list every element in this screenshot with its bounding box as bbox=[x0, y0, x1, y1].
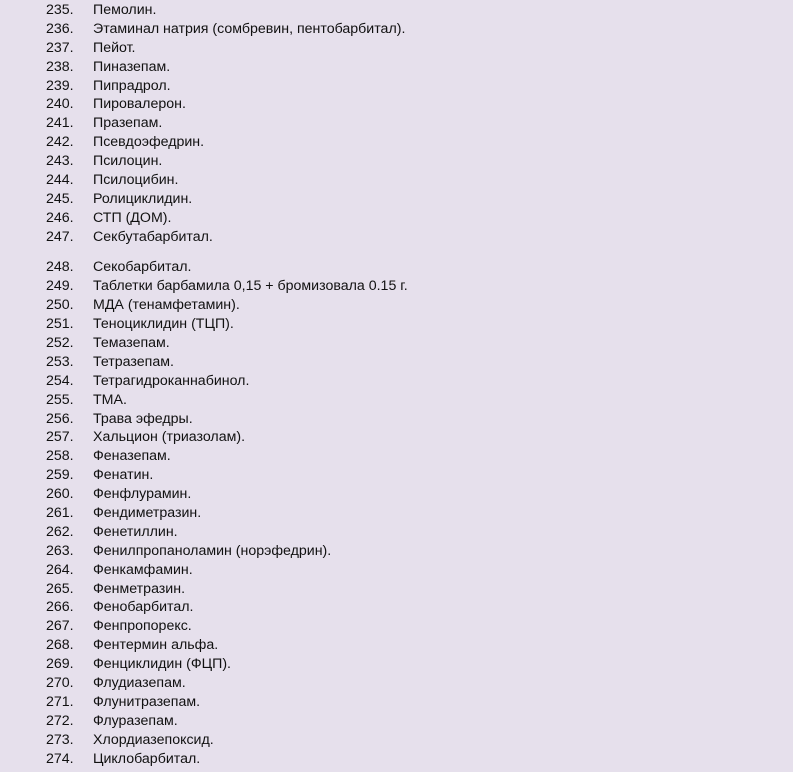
item-text: Секбутабарбитал. bbox=[93, 228, 213, 245]
item-text: СТП (ДОМ). bbox=[93, 209, 172, 226]
item-number: 238. bbox=[46, 58, 74, 75]
item-text: Фенобарбитал. bbox=[93, 599, 194, 616]
item-text: Псевдоэфедрин. bbox=[93, 134, 205, 151]
item-number: 243. bbox=[46, 153, 74, 170]
list-item bbox=[0, 561, 793, 580]
list-item bbox=[0, 655, 793, 674]
item-number: 247. bbox=[46, 228, 74, 245]
item-number: 267. bbox=[46, 618, 74, 635]
item-text: Фенметразин. bbox=[93, 580, 186, 597]
list-item bbox=[0, 693, 793, 712]
item-number: 274. bbox=[46, 750, 74, 767]
item-text: Фендиметразин. bbox=[93, 504, 202, 521]
list-item bbox=[0, 674, 793, 693]
list-item bbox=[0, 617, 793, 636]
item-number: 256. bbox=[46, 410, 74, 427]
list-item bbox=[0, 353, 793, 372]
item-number: 244. bbox=[46, 172, 74, 189]
list-item bbox=[0, 504, 793, 523]
list-item bbox=[0, 190, 793, 209]
item-number: 259. bbox=[46, 467, 74, 484]
item-number: 263. bbox=[46, 542, 74, 559]
item-text: Фенциклидин (ФЦП). bbox=[93, 656, 231, 673]
list-item bbox=[0, 523, 793, 542]
item-text: Пемолин. bbox=[93, 2, 157, 18]
list-item bbox=[0, 77, 793, 96]
item-text: Пиназепам. bbox=[93, 58, 171, 75]
item-number: 253. bbox=[46, 353, 74, 370]
list-item bbox=[0, 20, 793, 39]
list-item bbox=[0, 95, 793, 114]
item-number: 246. bbox=[46, 209, 74, 226]
item-text: Фентермин альфа. bbox=[93, 637, 219, 654]
item-text: Таблетки барбамила 0,15 + бромизовала 0.15 г. bbox=[93, 278, 408, 295]
item-number: 251. bbox=[46, 316, 74, 333]
list-item bbox=[0, 258, 793, 277]
item-text: Циклобарбитал. bbox=[93, 750, 201, 767]
item-number: 271. bbox=[46, 693, 74, 710]
item-text: Секобарбитал. bbox=[93, 259, 192, 276]
list-item bbox=[0, 466, 793, 485]
list-item bbox=[0, 133, 793, 152]
item-text: Флудиазепам. bbox=[93, 674, 186, 691]
list-item bbox=[0, 58, 793, 77]
item-text: Темазепам. bbox=[93, 334, 170, 351]
list-item bbox=[0, 334, 793, 353]
item-text: Флунитразепам. bbox=[93, 693, 201, 710]
item-text: Пировалерон. bbox=[93, 96, 186, 113]
item-text: Псилоцин. bbox=[93, 153, 163, 170]
item-text: Фенилпропаноламин (норэфедрин). bbox=[93, 542, 332, 559]
item-number: 265. bbox=[46, 580, 74, 597]
item-text: Этаминал натрия (сомбревин, пентобарбитал). bbox=[93, 20, 406, 37]
list-item bbox=[0, 228, 793, 247]
item-text: МДА (тенамфетамин). bbox=[93, 297, 240, 314]
list-item bbox=[0, 277, 793, 296]
item-text: Трава эфедры. bbox=[93, 410, 193, 427]
item-number: 269. bbox=[46, 656, 74, 673]
item-text: Фенпропорекс. bbox=[93, 618, 192, 635]
list-item bbox=[0, 152, 793, 171]
item-number: 240. bbox=[46, 96, 74, 113]
item-number: 254. bbox=[46, 372, 74, 389]
item-text: Теноциклидин (ТЦП). bbox=[93, 316, 234, 333]
substance-list bbox=[0, 1, 793, 768]
item-text: Тетразепам. bbox=[93, 353, 174, 370]
list-item bbox=[0, 485, 793, 504]
item-text: Хальцион (триазолам). bbox=[93, 429, 246, 446]
item-number: 236. bbox=[46, 20, 74, 37]
list-item bbox=[0, 447, 793, 466]
item-number: 241. bbox=[46, 115, 74, 132]
item-text: Ролициклидин. bbox=[93, 190, 193, 207]
item-number: 245. bbox=[46, 190, 74, 207]
item-number: 249. bbox=[46, 278, 74, 295]
item-number: 237. bbox=[46, 39, 74, 56]
item-text: Фенатин. bbox=[93, 467, 154, 484]
item-number: 242. bbox=[46, 134, 74, 151]
item-text: Псилоцибин. bbox=[93, 172, 179, 189]
item-text: Тетрагидроканнабинол. bbox=[93, 372, 250, 389]
item-text: Пейот. bbox=[93, 39, 136, 56]
item-number: 250. bbox=[46, 297, 74, 314]
item-number: 255. bbox=[46, 391, 74, 408]
list-item bbox=[0, 391, 793, 410]
item-text: Флуразепам. bbox=[93, 712, 178, 729]
item-text: Феназепам. bbox=[93, 448, 171, 465]
item-number: 235. bbox=[46, 2, 74, 18]
list-item bbox=[0, 598, 793, 617]
item-number: 257. bbox=[46, 429, 74, 446]
list-item bbox=[0, 315, 793, 334]
item-number: 260. bbox=[46, 486, 74, 503]
item-text: Фенетиллин. bbox=[93, 523, 178, 540]
list-item bbox=[0, 636, 793, 655]
list-item bbox=[0, 712, 793, 731]
item-number: 266. bbox=[46, 599, 74, 616]
list-item bbox=[0, 731, 793, 750]
item-number: 258. bbox=[46, 448, 74, 465]
list-item bbox=[0, 750, 793, 769]
item-text: ТМА. bbox=[93, 391, 127, 408]
item-text: Фенфлурамин. bbox=[93, 486, 192, 503]
item-number: 272. bbox=[46, 712, 74, 729]
item-number: 273. bbox=[46, 731, 74, 748]
item-number: 264. bbox=[46, 561, 74, 578]
list-item bbox=[0, 39, 793, 58]
list-item bbox=[0, 580, 793, 599]
list-item bbox=[0, 171, 793, 190]
item-number: 248. bbox=[46, 259, 74, 276]
item-number: 261. bbox=[46, 504, 74, 521]
item-text: Празепам. bbox=[93, 115, 163, 132]
list-item bbox=[0, 428, 793, 447]
list-item bbox=[0, 114, 793, 133]
item-text: Хлордиазепоксид. bbox=[93, 731, 214, 748]
list-item bbox=[0, 209, 793, 228]
list-item bbox=[0, 296, 793, 315]
item-number: 239. bbox=[46, 77, 74, 94]
item-text: Пипрадрол. bbox=[93, 77, 171, 94]
list-item bbox=[0, 372, 793, 391]
list-item bbox=[0, 410, 793, 429]
item-number: 268. bbox=[46, 637, 74, 654]
item-text: Фенкамфамин. bbox=[93, 561, 193, 578]
list-item bbox=[0, 542, 793, 561]
item-number: 270. bbox=[46, 674, 74, 691]
list-item bbox=[0, 1, 793, 20]
item-number: 262. bbox=[46, 523, 74, 540]
item-number: 252. bbox=[46, 334, 74, 351]
